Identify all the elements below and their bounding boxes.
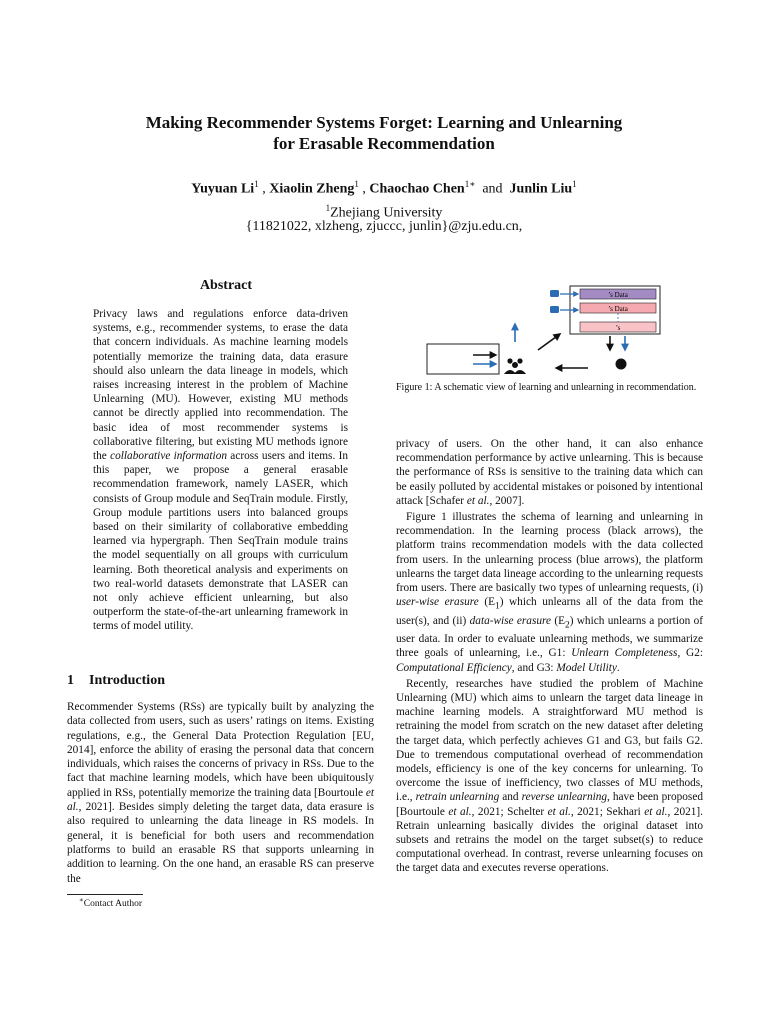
paragraph-text: , 2021; Schelter <box>471 805 548 818</box>
users-icon <box>504 358 526 374</box>
user-request-box <box>427 344 499 374</box>
data-row-1-label: ’s Data <box>608 291 628 299</box>
paragraph-text: ) which unlearns all of the data from the user(s), and (ii) <box>396 596 703 627</box>
paragraph-emphasis: et al. <box>547 805 571 818</box>
paper-title <box>0 112 768 154</box>
paragraph <box>396 510 703 675</box>
section-heading-introduction <box>67 673 385 689</box>
footnote-rule <box>67 894 143 895</box>
author-sup: 1∗ <box>464 179 476 189</box>
paragraph-text: , have been proposed [Bourtoule <box>396 791 703 818</box>
right-column-body <box>396 437 703 876</box>
paragraph-text: privacy of users. On the other hand, it can also enhance recommendation performance by active unlearning. This is because the performance of RSs is sensitive to the training data which can be easily polluted by accidental mistakes or poisoned by intentional attack [Schafer <box>396 438 703 507</box>
paragraph-emphasis: Unlearn Completeness <box>571 647 678 660</box>
abstract-text: Privacy laws and regulations enforce data-driven systems, e.g., recommender systems, to erase the data that concern individuals. As machine learning models potentially memorize the training data, data erasure should also unlearn the data lineage in models, which raises increasing interest in the problem of Machine Unlearning (MU). However, existing MU methods cannot be directly applied into recommendation. The basic idea of most recommender systems is collaborative filtering, but existing MU methods ignore the <box>93 308 348 463</box>
paragraph-emphasis: retrain unlearning <box>415 791 500 804</box>
author-name: Junlin Liu <box>509 181 573 197</box>
paragraph-text: , G2: <box>677 647 703 660</box>
author-sup: 1 <box>254 179 259 189</box>
paragraph-emphasis: Model Utility <box>556 661 617 674</box>
abstract-emphasis: collaborative information <box>110 450 227 463</box>
request-chat-icon <box>550 290 559 297</box>
title-line-2: for Erasable Recommendation <box>273 134 495 153</box>
intro-text: , 2021]. Besides simply deleting the target data, data erasure is also required to unlearning the data lineage in RS models. In general, it is beneficial for both users and recommendation platforms to build an erasable RS that supports unlearning in addition to learning. On the one hand, an erasable RS can preserve the <box>67 801 374 885</box>
author-separator: , <box>262 181 266 197</box>
author-and: and <box>482 181 503 197</box>
learn-diagonal-arrow <box>538 334 560 350</box>
paragraph-text: Figure 1 illustrates the schema of learning and unlearning in recommendation. In the learning process (black arrows), the platform trains recommendation models with the data collected from users. In the unlearning process (blue arrows), the platform unlearns the target data lineage according to the unlearning requests from users. There are basically two types of unlearning requests, (i) <box>396 511 703 595</box>
paragraph-emphasis: Computational Efficiency <box>396 661 512 674</box>
affiliation-sup: 1 <box>325 203 331 213</box>
paragraph-emphasis: data-wise erasure <box>469 614 551 627</box>
title-line-1: Making Recommender Systems Forget: Learning and Unlearning <box>145 113 623 132</box>
subscript: 2 <box>564 619 570 630</box>
author-email: {11821022, xlzheng, zjuccc, junlin}@zju.edu.cn, <box>245 219 523 234</box>
data-row-2-label: ’s Data <box>608 305 628 313</box>
model-head-icon <box>616 359 627 370</box>
paragraph-text: ) which unlearns a portion of user data. In order to evaluate unlearning methods, we summarize three goals of unlearning, i.e., G1: <box>396 614 703 660</box>
paragraph-text: and <box>499 791 522 804</box>
author-separator: , <box>362 181 366 197</box>
paragraph-text: , and G3: <box>511 661 557 674</box>
footnote-text: Contact Author <box>83 899 143 910</box>
footnote <box>79 896 142 909</box>
paragraph-emphasis: et al. <box>448 805 472 818</box>
author-sup: 1 <box>354 179 359 189</box>
intro-text: Recommender Systems (RSs) are typically built by analyzing the data collected from users, such as users’ ratings on items. Existing regulations, e.g., the General Data Protection Regulation [EU, 2014], enforce the ability of erasing the personal data that concern individuals, which raises the concerns of privacy in RSs. Due to the fact that machine learning models, which have been ubiquitously applied in RSs, potentially memorize the training data [Bourtoule <box>67 701 374 799</box>
data-row-3-label: ’s <box>615 324 621 332</box>
abstract-heading: Abstract <box>199 278 253 293</box>
paragraph-text: (E <box>551 614 565 627</box>
request-chat-icon <box>550 306 559 313</box>
section-title: Introduction <box>89 673 165 688</box>
author-sup: 1 <box>572 179 577 189</box>
intro-emphasis: et al. <box>67 786 374 814</box>
affiliation-name: Zhejiang University <box>330 205 443 221</box>
paragraph-emphasis: reverse unlearning <box>521 791 608 804</box>
author-name: Xiaolin Zheng <box>269 181 355 197</box>
abstract-text: across users and items. In this paper, we propose a general erasable recommendation framework, namely LASER, which consists of Group module and SeqTrain module. Firstly, Group module partitions users into balanced groups based on their similarity of collaborative embedding learned via hypergraph. Then SeqTrain module trains the model sequentially on all groups with curriculum learning. Both theoretical analysis and experiments on two real-world datasets demonstrate that LASER can not only achieve efficient unlearning, but also outperform the state-of-the-art unlearning framework in terms of model utility. <box>93 450 348 633</box>
paragraph-emphasis: et al. <box>466 494 490 507</box>
paragraph-text: , 2021]. Retrain unlearning basically divides the original dataset into subsets and retrains the model on the target subset(s) to reduce computational overhead. In contrast, reverse unlearning focuses on the target data and executes reverse operations. <box>396 805 703 875</box>
figure-1-schematic <box>420 282 670 382</box>
footnote-mark: ∗ <box>79 896 84 904</box>
paragraph <box>396 677 703 876</box>
paragraph-text: , 2007]. <box>489 494 525 507</box>
paragraph-text: Recently, researches have studied the problem of Machine Unlearning (MU) which aims to unlearn the target data lineage in machine learning models. A straightforward MU method is retraining the model from scratch on the new dataset after deleting the target data, which perfectly achieves G1 and G3, but fails G2. Due to tremendous computational overhead of recommendation models, efficiency is one of the key concerns for unlearning. To overcome the issue of inefficiency, two classes of MU methods, i.e., <box>396 677 703 804</box>
paragraph-text: (E <box>478 596 495 609</box>
subscript: 1 <box>494 601 500 612</box>
author-name: Chaochao Chen <box>369 181 465 197</box>
paragraph-emphasis: user-wise erasure <box>396 596 479 609</box>
paragraph <box>396 437 703 508</box>
author-list <box>0 175 768 199</box>
introduction-body <box>67 700 374 886</box>
section-number: 1 <box>67 673 74 688</box>
figure-1-caption: Figure 1: A schematic view of learning and unlearning in recommendation. <box>396 382 697 393</box>
paragraph-emphasis: et al. <box>644 805 668 818</box>
author-name: Yuyuan Li <box>191 181 255 197</box>
abstract-body <box>93 307 348 634</box>
paragraph-text: . <box>616 661 620 674</box>
paragraph-text: , 2021; Sekhari <box>570 805 645 818</box>
